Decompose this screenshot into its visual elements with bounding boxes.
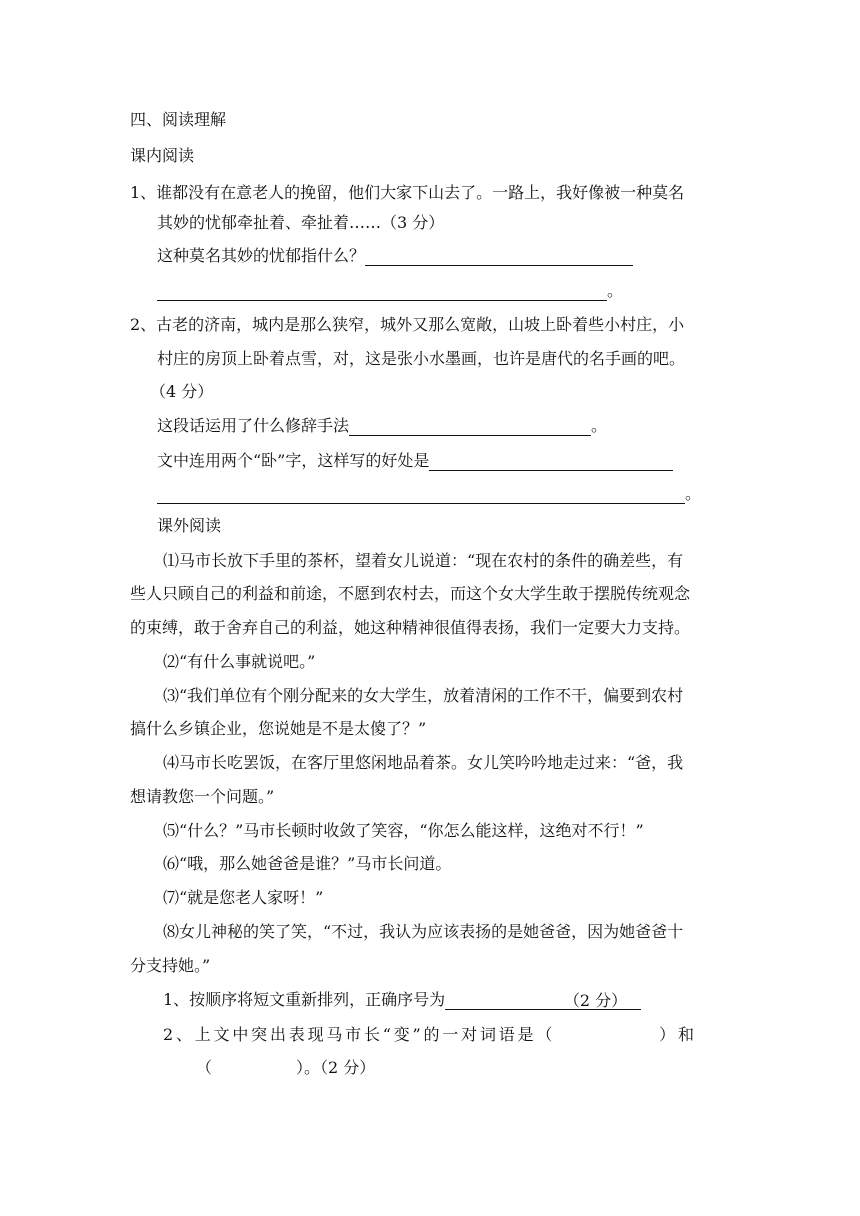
section-title: 四、阅读理解	[130, 110, 227, 129]
para-1-line2: 些人只顾自己的利益和前途，不愿到农村去，而这个女大学生敢于摆脱传统观念	[130, 584, 691, 603]
q2-prompt1-end: 。	[591, 416, 608, 435]
out-q2-text-b: ）和	[659, 1025, 697, 1044]
out-q2-line1	[163, 1025, 697, 1045]
q2-end: 。	[685, 484, 702, 503]
q1-answer-blank[interactable]	[365, 247, 633, 266]
para-1-line3: 的束缚，敢于舍弃自己的利益，她这种精神很值得表扬，我们一定要大力支持。	[130, 618, 691, 637]
para-3-line2: 搞什么乡镇企业，您说她是不是太傻了？”	[130, 719, 427, 738]
para-1-line1: ⑴马市长放下手里的茶杯，望着女儿说道：“现在农村的条件的确差些，有	[163, 551, 684, 570]
q1-end: 。	[607, 281, 624, 300]
para-5: ⑸“什么？”马市长顿时收敛了笑容，“你怎么能这样，这绝对不行！”	[163, 821, 644, 840]
para-4-line2: 想请教您一个问题。”	[130, 787, 275, 806]
para-7: ⑺“就是您老人家呀！”	[163, 888, 324, 907]
q2-prompt2: 文中连用两个“卧”字，这样写的好处是	[157, 451, 430, 470]
para-8-line1: ⑻女儿神秘的笑了笑，“不过，我认为应该表扬的是她爸爸，因为她爸爸十	[163, 922, 684, 941]
out-q2-text-d: ）。（2 分）	[296, 1058, 376, 1077]
q1-line1: 1、谁都没有在意老人的挽留，他们大家下山去了。一路上，我好像被一种莫名	[130, 183, 685, 202]
q2-prompt2-line	[157, 451, 673, 471]
q1-line2: 其妙的忧郁牵扯着、牵扯着……（3 分）	[157, 213, 445, 232]
out-q1-score: （2 分）	[563, 991, 628, 1010]
q2-answer-blank-2[interactable]	[429, 452, 673, 471]
out-q2-line2	[196, 1058, 375, 1078]
q1-answer-blank-2[interactable]	[157, 282, 607, 301]
out-class-heading: 课外阅读	[157, 516, 222, 535]
para-6: ⑹“哦，那么她爸爸是谁？”马市长问道。	[163, 854, 452, 873]
out-q1-text: 1、按顺序将短文重新排列，正确序号为	[163, 990, 446, 1009]
para-8-line2: 分支持她。”	[130, 956, 211, 975]
q1-prompt: 这种莫名其妙的忧郁指什么？	[157, 246, 366, 265]
q1-answer-line2	[157, 281, 623, 301]
q2-score: （4 分）	[150, 382, 214, 401]
q2-prompt1: 这段话运用了什么修辞手法	[157, 416, 350, 435]
q2-prompt1-line	[157, 416, 607, 436]
q2-line1: 2、古老的济南，城内是那么狭窄，城外又那么宽敞，山坡上卧着些小村庄，小	[130, 315, 685, 334]
q1-prompt-line	[157, 246, 633, 266]
para-4-line1: ⑷马市长吃罢饭，在客厅里悠闲地品着茶。女儿笑吟吟地走过来：“爸，我	[163, 753, 684, 772]
in-class-heading: 课内阅读	[130, 146, 195, 165]
q2-answer-blank-1[interactable]	[349, 417, 591, 436]
out-q1-answer-blank[interactable]	[445, 991, 641, 1010]
out-q2-text-c: （	[196, 1058, 213, 1077]
q2-line2: 村庄的房顶上卧着点雪，对，这是张小水墨画，也许是唐代的名手画的吧。	[157, 349, 686, 368]
out-q2-text-a: 2、上文中突出表现马市长“变”的一对词语是（	[163, 1025, 556, 1044]
out-q1-line	[163, 990, 641, 1010]
para-2: ⑵“有什么事就说吧。”	[163, 652, 316, 671]
q2-answer-line2	[157, 484, 701, 504]
para-3-line1: ⑶“我们单位有个刚分配来的女大学生，放着清闲的工作不干，偏要到农村	[163, 686, 684, 705]
q2-answer-blank-3[interactable]	[157, 485, 685, 504]
